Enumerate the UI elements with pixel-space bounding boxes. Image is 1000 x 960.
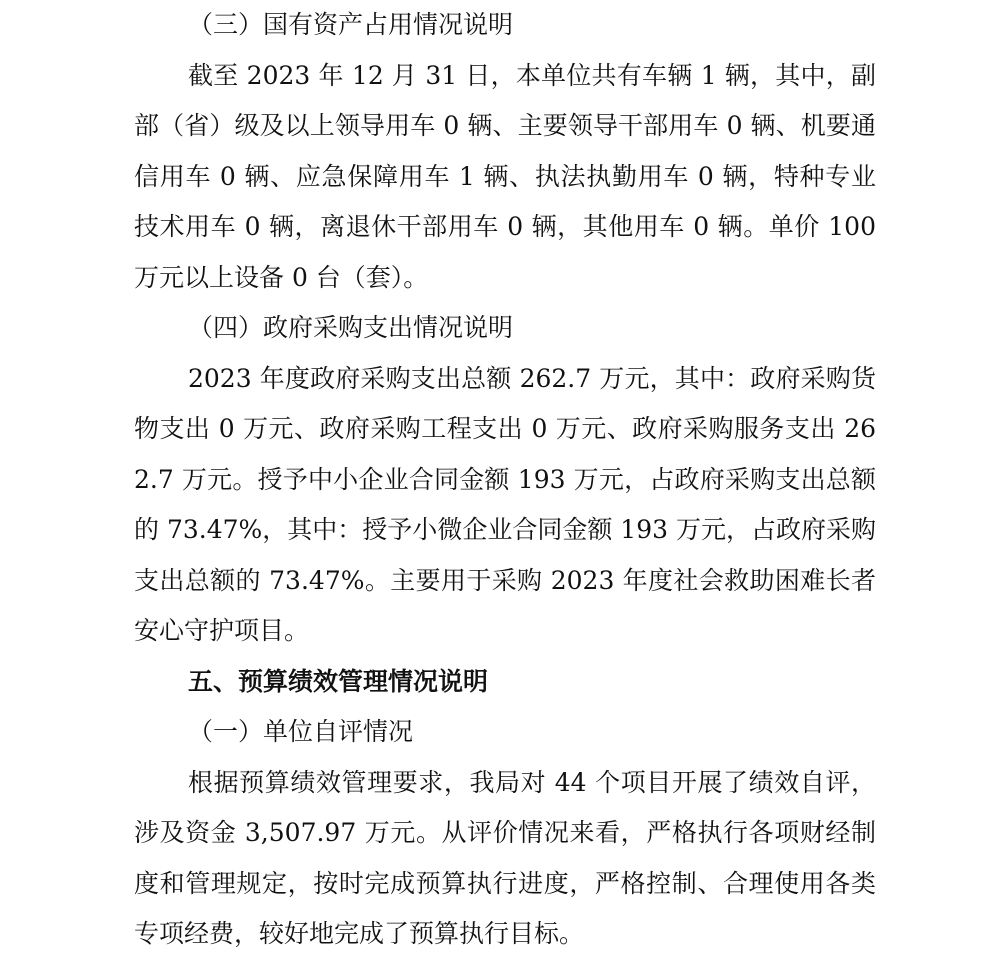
paragraph-state-assets: 截至 2023 年 12 月 31 日，本单位共有车辆 1 辆，其中，副部（省）级及以上领导用车 0 辆、主要领导干部用车 0 辆、机要通信用车 0 辆、应急保障用车 1 辆、执法执勤用车 0 辆，特种专业技术用车 0 辆，离退休干部用车 0 辆，其他用车 0 辆。单价 100 万元以上设备 0 台（套）。 bbox=[134, 60, 876, 292]
document-page bbox=[134, 0, 876, 960]
heading-self-evaluation: （一）单位自评情况 bbox=[188, 717, 414, 746]
heading-budget-performance: 五、预算绩效管理情况说明 bbox=[188, 666, 489, 696]
heading-government-procurement: （四）政府采购支出情况说明 bbox=[188, 313, 514, 342]
paragraph-self-evaluation: 根据预算绩效管理要求，我局对 44 个项目开展了绩效自评，涉及资金 3,507.97 万元。从评价情况来看，严格执行各项财经制度和管理规定，按时完成预算执行进度，严格控制、合理使用各类专项经费，较好地完成了预算执行目标。 bbox=[134, 767, 876, 948]
heading-state-assets: （三）国有资产占用情况说明 bbox=[188, 10, 514, 39]
paragraph-government-procurement: 2023 年度政府采购支出总额 262.7 万元，其中：政府采购货物支出 0 万元、政府采购工程支出 0 万元、政府采购服务支出 262.7 万元。授予中小企业合同金额 193 万元，占政府采购支出总额的 73.47%，其中：授予小微企业合同金额 193 万元，占政府采购支出总额的 73.47%。主要用于采购 2023 年度社会救助困难长者安心守护项目。 bbox=[134, 363, 876, 645]
